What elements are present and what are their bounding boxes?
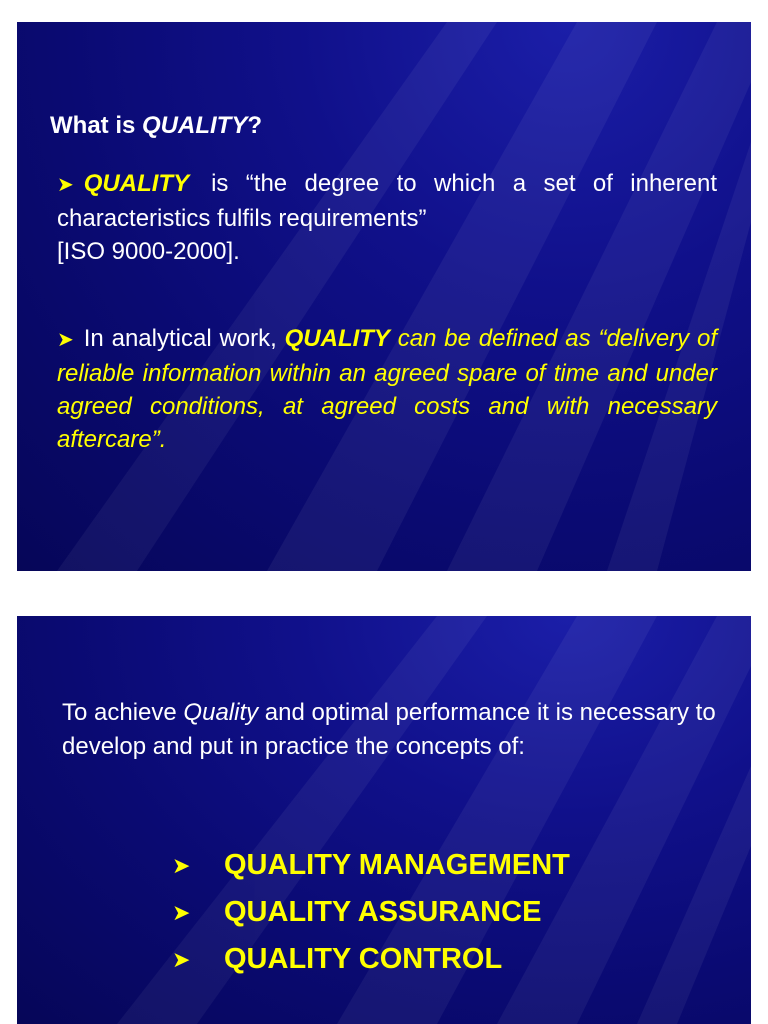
- slide-what-is-quality: [17, 22, 751, 571]
- quality-analytical-definition: [57, 322, 717, 456]
- concept-quality-control: [172, 936, 570, 983]
- chevron-right-icon: ➤: [57, 329, 74, 351]
- concept-quality-assurance: [172, 889, 570, 936]
- quality-keyword: QUALITY: [83, 170, 190, 197]
- concept-quality-management: [172, 842, 570, 889]
- quality-iso-definition: [57, 167, 717, 268]
- chevron-right-icon: ➤: [172, 853, 191, 878]
- concept-label: QUALITY CONTROL: [224, 943, 503, 975]
- title-keyword: QUALITY: [142, 112, 248, 139]
- slide-background-rays: [17, 22, 751, 571]
- chevron-right-icon: ➤: [57, 174, 74, 196]
- chevron-right-icon: ➤: [172, 900, 191, 925]
- iso-reference: [ISO 9000-2000].: [57, 238, 240, 265]
- slide-achieving-quality: [17, 616, 751, 1024]
- quality-intro-text: To achieve Quality and optimal performance it is necessary to develop and put in practice the concepts of:: [62, 699, 716, 760]
- analytical-definition-text: can be defined as “delivery of reliable information within an agreed spare of time and under agreed conditions, at agreed costs and with necessary aftercare”.: [57, 325, 717, 453]
- concept-label: QUALITY MANAGEMENT: [224, 849, 570, 881]
- definition-text: is “the degree to which a set of inherent characteristics fulfils requirements”: [57, 170, 717, 232]
- chevron-right-icon: ➤: [172, 947, 191, 972]
- slide-title: What is QUALITY?: [50, 112, 263, 139]
- quality-keyword: QUALITY: [284, 325, 390, 352]
- analytical-intro-text: In analytical work,: [83, 325, 277, 352]
- quality-emphasis: Quality: [183, 699, 259, 726]
- concept-label: QUALITY ASSURANCE: [224, 896, 542, 928]
- quality-concepts-list: [172, 842, 570, 983]
